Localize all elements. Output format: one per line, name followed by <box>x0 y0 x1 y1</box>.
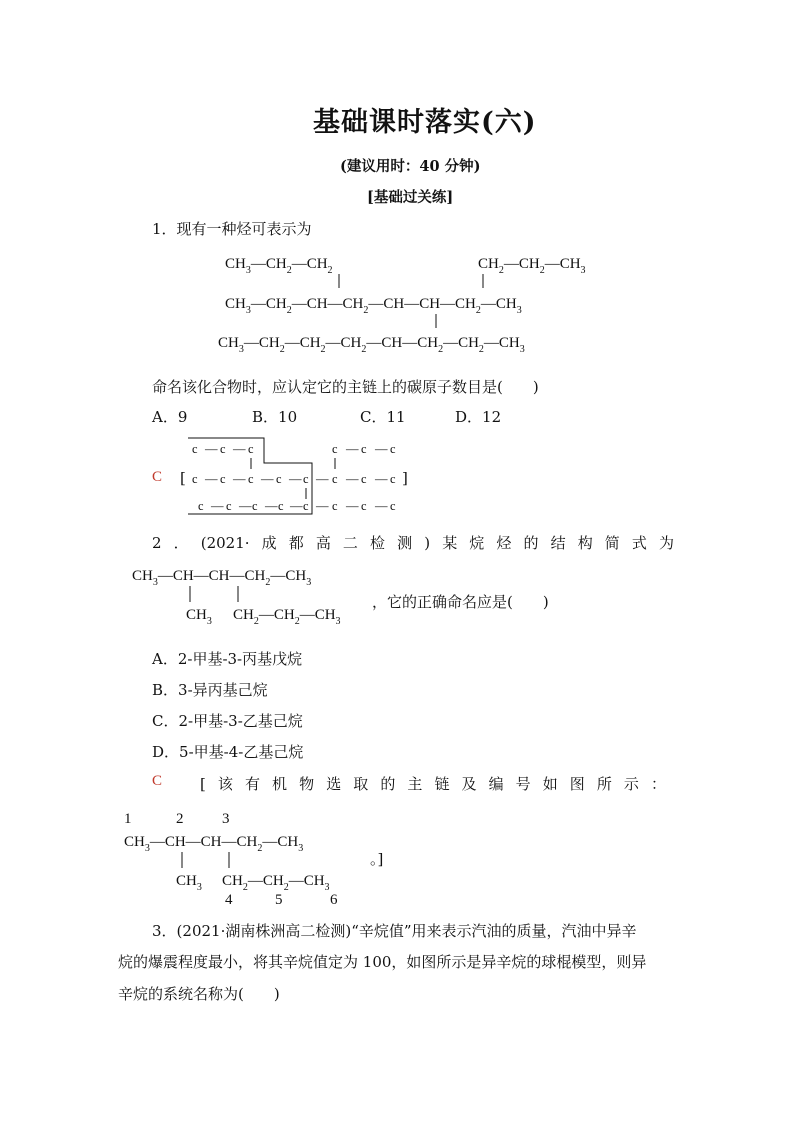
bond-dash: — <box>205 472 218 486</box>
q1-carbon-chain-diagram <box>186 436 406 516</box>
q3-line-1: 3．(2021·湖南株洲高二检测)“辛烷值”用来表示汽油的质量，汽油中异辛 <box>152 922 637 940</box>
bond-dash: — <box>316 499 329 513</box>
carbon: c <box>276 472 282 486</box>
q1-stem <box>152 218 312 239</box>
bond-dash: — <box>346 442 359 456</box>
q2-stem: 2．(2021·成都高二检测)某烷烃的结构简式为 <box>152 534 674 552</box>
carbon: c <box>332 442 338 456</box>
q2-formula-main: $CH_3—CH—CH—CH_2—CH_3$ <box>132 568 312 588</box>
q1-option-a: A．9 <box>152 408 188 426</box>
bond-dash: — <box>346 499 359 513</box>
bond-dash: — <box>375 442 388 456</box>
q2-option-a: A．2-甲基-3-丙基戊烷 <box>152 650 303 668</box>
bond-dash: — <box>346 472 359 486</box>
carbon: c <box>361 472 367 486</box>
carbon: c <box>192 442 198 456</box>
carbon: c <box>303 499 309 513</box>
q2-answer: C <box>152 773 163 789</box>
q2-explain: [该有机物选取的主链及编号如图所示： <box>200 775 666 793</box>
q2-explain-end: 。] <box>370 850 384 868</box>
q2-option-c: C．2-甲基-3-乙基己烷 <box>152 712 303 730</box>
q2-numbered-chain <box>0 808 794 908</box>
carbon: c <box>390 442 396 456</box>
q2-formula-branch-propyl: $CH_2—CH_2—CH_3$ <box>233 607 341 627</box>
carbon: c <box>303 472 309 486</box>
q3-line-2: 烷的爆震程度最小，将其辛烷值定为 100，如图所示是异辛烷的球棍模型，则异 <box>118 953 647 971</box>
carbon: c <box>198 499 204 513</box>
carbon: c <box>361 499 367 513</box>
chain-number: 3 <box>222 811 230 827</box>
bond-dash: — <box>375 499 388 513</box>
carbon: c <box>278 499 284 513</box>
bond-dash: — <box>205 442 218 456</box>
q2-formula-branch-methyl: $CH_3$ <box>186 607 212 627</box>
carbon: c <box>332 499 338 513</box>
q1-explain-open: [ <box>180 469 186 487</box>
q3-line-3: 辛烷的系统名称为( ) <box>118 985 280 1003</box>
carbon: c <box>226 499 232 513</box>
q1-formula-row1-right: $CH_2—CH_2—CH_3$ <box>478 256 586 276</box>
q2-numbered-branch: $CH_2—CH_2—CH_3$ <box>222 873 330 893</box>
q1-structural-formula <box>0 248 794 363</box>
carbon: c <box>332 472 338 486</box>
q1-question: 命名该化合物时，应认定它的主链上的碳原子数目是( ) <box>152 378 539 396</box>
q2-stem-tail: ，它的正确命名应是( ) <box>372 593 549 611</box>
q1-answer: C <box>152 469 163 485</box>
q1-option-d: D．12 <box>455 408 502 426</box>
carbon: c <box>390 472 396 486</box>
q1-explain-close: ] <box>402 469 408 487</box>
carbon: c <box>361 442 367 456</box>
chain-number: 4 <box>225 892 233 908</box>
q2-option-d: D．5-甲基-4-乙基己烷 <box>152 743 304 761</box>
bond-dash: — <box>316 472 329 486</box>
bond-dash: — <box>211 499 224 513</box>
carbon: c <box>248 472 254 486</box>
bond-dash: — <box>233 442 246 456</box>
carbon: c <box>220 442 226 456</box>
time-note: (建议用时：40 分钟) <box>340 158 481 175</box>
q2-numbered-methyl: $CH_3$ <box>176 873 202 893</box>
bond-dash: — <box>261 472 274 486</box>
bond-dash: — <box>265 499 278 513</box>
carbon: c <box>192 472 198 486</box>
chain-number: 6 <box>330 892 338 908</box>
bond-dash: — <box>239 499 252 513</box>
carbon: c <box>248 442 254 456</box>
bond-dash: — <box>375 472 388 486</box>
q1-stem-text: 现有一种烃可表示为 <box>176 220 312 238</box>
q1-formula-row2: $CH_3—CH_2—CH—CH_2—CH—CH—CH_2—CH_3$ <box>225 296 522 316</box>
chain-number: 2 <box>176 811 184 827</box>
carbon: c <box>220 472 226 486</box>
bond-dash: — <box>290 499 303 513</box>
q1-option-b: B．10 <box>252 408 298 426</box>
q1-number: 1． <box>152 220 177 238</box>
bond-dash: — <box>289 472 302 486</box>
carbon: c <box>390 499 396 513</box>
page-title: 基础课时落实(六) <box>313 107 537 138</box>
carbon: c <box>252 499 258 513</box>
section-label: [基础过关练] <box>367 189 454 206</box>
q1-formula-row3: $CH_3—CH_2—CH_2—CH_2—CH—CH_2—CH_2—CH_3$ <box>218 335 525 355</box>
chain-number: 1 <box>124 811 132 827</box>
bond-dash: — <box>233 472 246 486</box>
q1-option-c: C．11 <box>360 408 406 426</box>
chain-number: 5 <box>275 892 283 908</box>
q2-option-b: B．3-异丙基己烷 <box>152 681 268 699</box>
q2-numbered-main: $CH_3—CH—CH—CH_2—CH_3$ <box>124 834 304 854</box>
q1-formula-row1-left: $CH_3—CH_2—CH_2$ <box>225 256 333 276</box>
